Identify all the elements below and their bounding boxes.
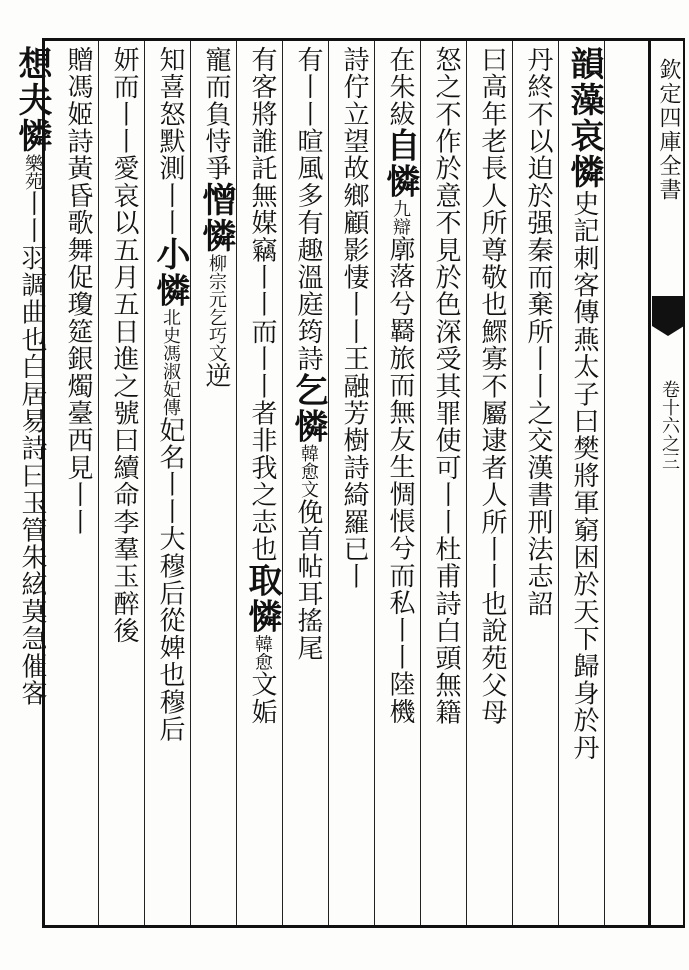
body-text: 贈馮姬詩黃昏歌舞促瓊筵銀燭臺西見丨丨 xyxy=(63,46,93,536)
body-text: 妃名丨丨大穆后從婢也穆后 xyxy=(155,416,185,743)
text-column xyxy=(148,46,192,922)
body-text: 詩佇立望故鄉顧影悽丨丨王融芳樹詩綺羅已丨 xyxy=(339,46,369,590)
text-column xyxy=(378,46,422,922)
text-column xyxy=(56,46,100,922)
text-column xyxy=(562,46,606,922)
text-column xyxy=(10,46,54,922)
source-note: 柳宗元乞巧文 xyxy=(206,254,227,362)
source-note: 韓愈文 xyxy=(298,444,319,499)
entry-term: 取憐 xyxy=(242,562,282,635)
text-column xyxy=(332,46,376,922)
section-heading: 韻藻 xyxy=(564,46,604,118)
body-text: 丹終不以迫於强秦而棄所丨丨之交漢書刑法志詔 xyxy=(523,46,553,618)
body-text: 怒之不作於意不見於色深受其罪使可丨丨杜甫詩白頭無籍 xyxy=(431,46,461,726)
body-text: 而丨丨者非我之志也 xyxy=(247,318,277,563)
text-column xyxy=(470,46,514,922)
entry-term: 憎憐 xyxy=(196,182,236,254)
body-text: 逆 xyxy=(201,362,231,390)
body-text: 曰高年老長人所尊敬也鰥寡不屬逮者人所丨丨也說苑父母 xyxy=(477,46,507,726)
entry-term: 小憐 xyxy=(150,236,190,309)
body-text: 有丨丨暄風多有趣溫庭筠詩 xyxy=(293,46,323,373)
body-text: 廓落兮羇旅而無友生惆悵兮而私丨丨陸機 xyxy=(385,235,415,726)
body-text: 知喜怒默測丨丨 xyxy=(155,46,185,237)
body-text: 文姤 xyxy=(247,670,277,726)
body-text: 在朱紱 xyxy=(385,46,415,128)
body-text: 史記刺客傳燕太子曰樊將軍窮困於天下歸身於丹 xyxy=(569,190,599,762)
source-note: 九辯 xyxy=(390,199,411,236)
body-text: 俛首帖耳搖尾 xyxy=(293,498,323,662)
text-column xyxy=(516,46,560,922)
entry-term: 想夫憐 xyxy=(12,46,52,154)
text-column xyxy=(240,46,284,922)
body-text: 丨丨羽調曲也白居易詩曰玉管朱絃莫急催客 xyxy=(17,190,47,707)
body-text: 有客將誰託無媒竊丨丨 xyxy=(247,46,277,318)
text-column xyxy=(194,46,238,922)
book-title: 欽定四庫全書 xyxy=(656,58,681,202)
text-column xyxy=(286,46,330,922)
juan-label: 卷十六之三 xyxy=(659,380,680,470)
fishtail-mark xyxy=(652,296,684,326)
source-note: 韓愈 xyxy=(252,634,273,671)
entry-term: 自憐 xyxy=(380,127,420,200)
text-column xyxy=(102,46,146,922)
body-text: 寵而負恃爭 xyxy=(201,46,231,182)
source-note: 北史馮淑妃傳 xyxy=(160,308,181,417)
entry-term: 哀憐 xyxy=(564,118,604,190)
entry-term: 乞憐 xyxy=(288,372,328,445)
source-note: 樂苑 xyxy=(22,154,43,190)
text-column xyxy=(424,46,468,922)
body-text: 妍而丨丨 xyxy=(109,46,139,155)
body-text: 愛哀以五月五日進之號曰續命李羣玉醉後 xyxy=(109,154,139,645)
